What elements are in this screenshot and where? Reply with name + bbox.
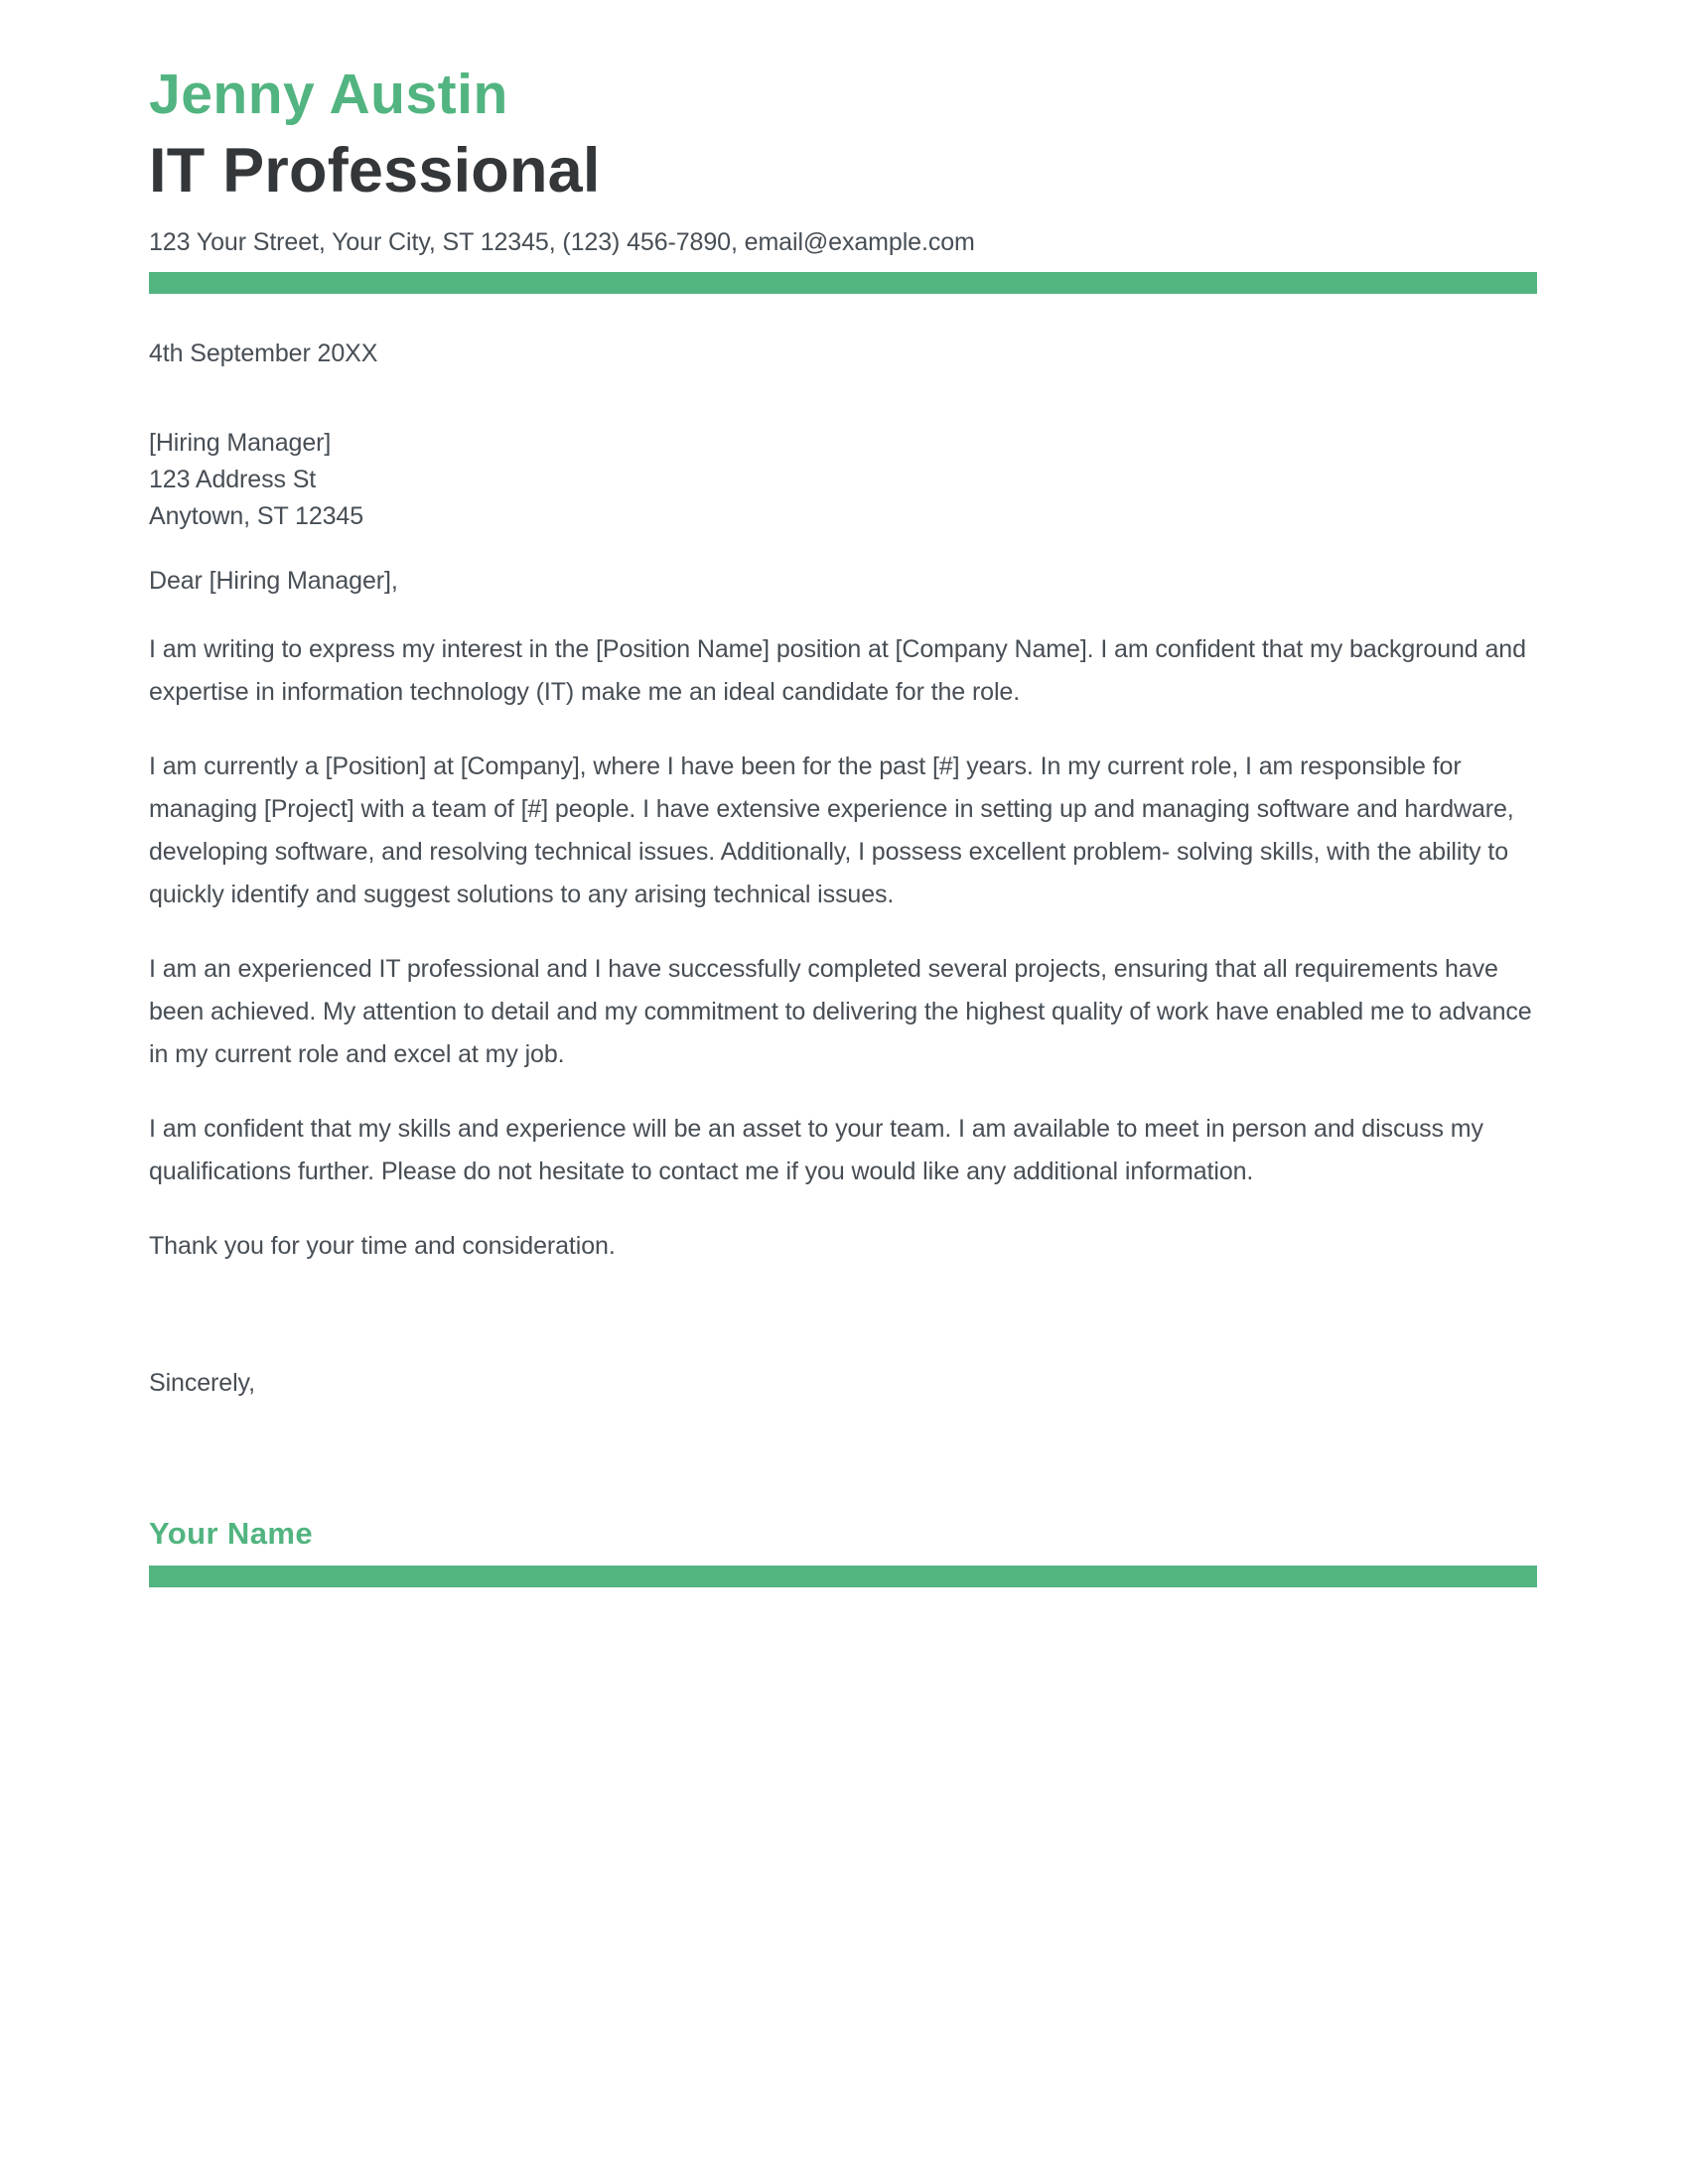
- body-paragraph: I am an experienced IT professional and I have successfully completed several projects, ensuring that all requirements have been achieved. My attention to detail and my commitment to delivering the highest quality of work have enabled me to advance in my current role and excel at my job.: [149, 955, 1532, 1069]
- sender-name: Jenny Austin: [149, 63, 508, 126]
- signature-name: Your Name: [149, 1516, 313, 1552]
- letter-body: [149, 338, 1537, 1587]
- header-accent-bar: [149, 272, 1537, 294]
- letter-date: 4th September 20XX: [149, 340, 378, 368]
- thank-you-line: Thank you for your time and consideration.: [149, 1232, 616, 1261]
- recipient-address-block: [149, 425, 1537, 535]
- body-paragraph: I am confident that my skills and experience will be an asset to your team. I am available to meet in person and discuss my qualifications further. Please do not hesitate to contact me if you would like any additional information.: [149, 1115, 1483, 1186]
- recipient-line: [Hiring Manager]: [149, 429, 332, 458]
- letter-header: [149, 62, 1537, 294]
- sender-contact-info: 123 Your Street, Your City, ST 12345, (123) 456-7890, email@example.com: [149, 228, 975, 257]
- closing-line: Sincerely,: [149, 1369, 255, 1398]
- signature-accent-bar: [149, 1566, 1537, 1587]
- sender-job-title: IT Professional: [149, 136, 601, 206]
- recipient-line: Anytown, ST 12345: [149, 502, 364, 531]
- salutation: Dear [Hiring Manager],: [149, 567, 398, 596]
- body-paragraph: I am writing to express my interest in the [Position Name] position at [Company Name]. I am confident that my background and expertise in information technology (IT) make me an ideal candidate for the role.: [149, 635, 1526, 707]
- recipient-line: 123 Address St: [149, 466, 317, 494]
- body-paragraph: I am currently a [Position] at [Company], where I have been for the past [#] years. In my current role, I am responsible for managing [Project] with a team of [#] people. I have extensive experience in setting up and managing software and hardware, developing software, and resolving technical issues. Additionally, I possess excellent problem- solving skills, with the ability to quickly identify and suggest solutions to any arising technical issues.: [149, 752, 1514, 909]
